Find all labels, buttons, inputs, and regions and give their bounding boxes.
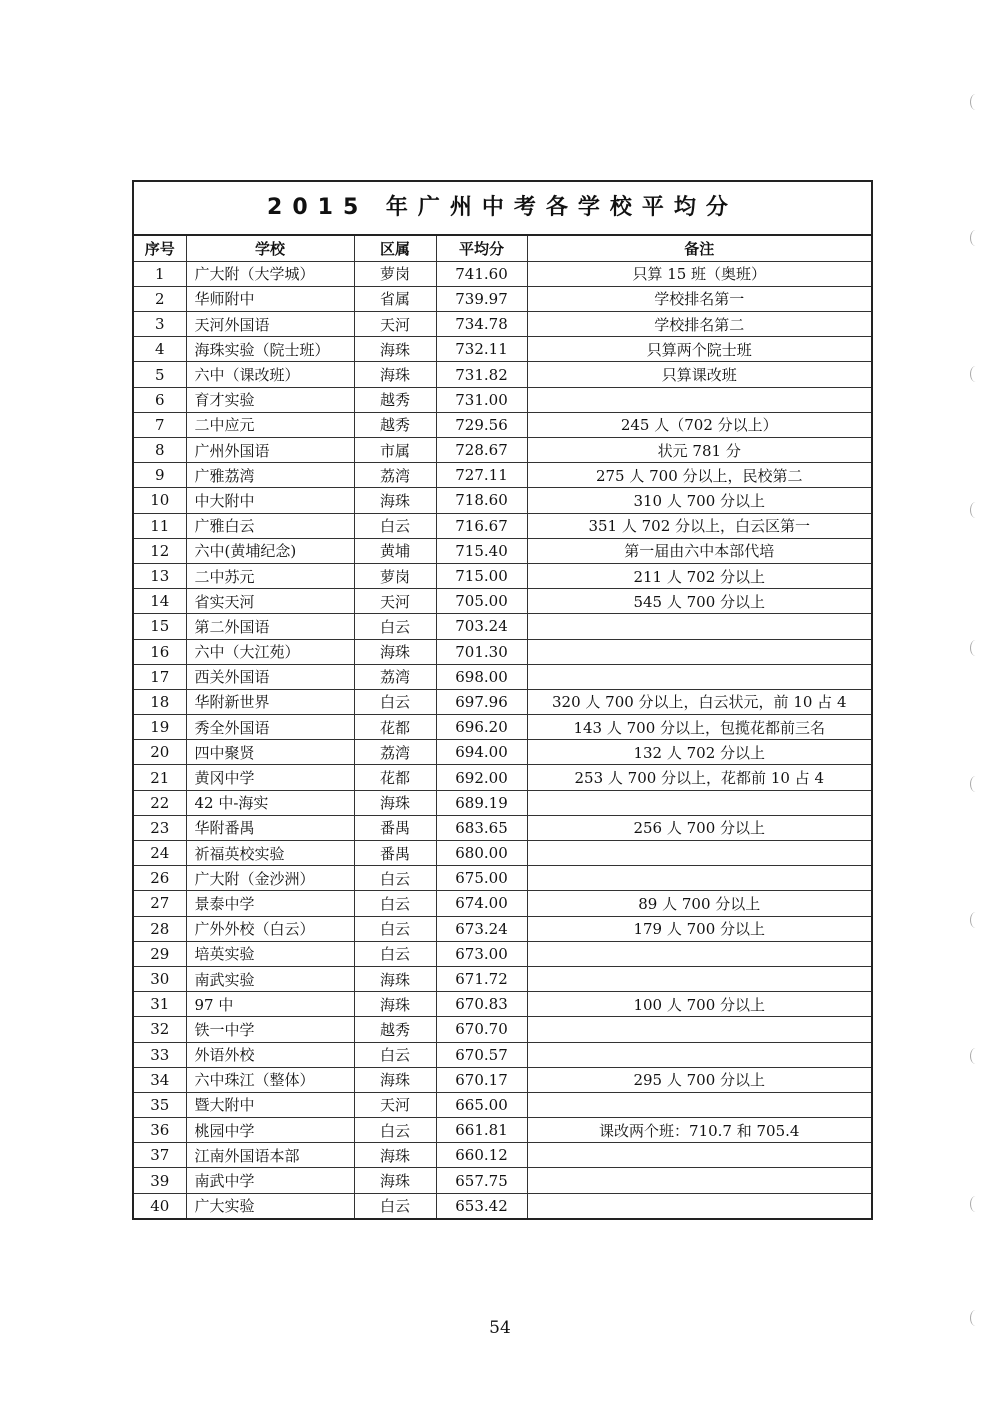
row-average: 741.60 — [436, 261, 527, 286]
row-school: 六中(黄埔纪念) — [186, 538, 354, 563]
row-school: 秀全外国语 — [186, 715, 354, 740]
row-average: 671.72 — [436, 966, 527, 991]
row-average: 715.00 — [436, 563, 527, 588]
row-remarks — [527, 1168, 871, 1193]
row-district: 越秀 — [354, 412, 436, 437]
table-row — [134, 1017, 871, 1042]
row-index: 34 — [134, 1067, 186, 1092]
row-average: 689.19 — [436, 790, 527, 815]
table-row — [134, 715, 871, 740]
row-school: 42 中-海实 — [186, 790, 354, 815]
row-school: 97 中 — [186, 992, 354, 1017]
row-school: 六中（大江苑） — [186, 639, 354, 664]
table-row — [134, 1067, 871, 1092]
row-average: 696.20 — [436, 715, 527, 740]
row-index: 3 — [134, 312, 186, 337]
table-row — [134, 1143, 871, 1168]
row-remarks: 学校排名第一 — [527, 286, 871, 311]
binder-ring-mark — [970, 230, 981, 246]
row-district: 海珠 — [354, 639, 436, 664]
row-district: 越秀 — [354, 1017, 436, 1042]
row-school: 育才实验 — [186, 387, 354, 412]
row-average: 683.65 — [436, 815, 527, 840]
row-remarks: 245 人（702 分以上） — [527, 412, 871, 437]
header-school: 学校 — [186, 236, 354, 261]
row-average: 701.30 — [436, 639, 527, 664]
row-index: 40 — [134, 1193, 186, 1218]
row-school: 二中应元 — [186, 412, 354, 437]
table-row — [134, 1193, 871, 1218]
row-school: 六中珠江（整体） — [186, 1067, 354, 1092]
row-district: 天河 — [354, 589, 436, 614]
row-average: 697.96 — [436, 689, 527, 714]
row-index: 15 — [134, 614, 186, 639]
row-remarks: 275 人 700 分以上，民校第二 — [527, 463, 871, 488]
row-district: 萝岗 — [354, 261, 436, 286]
table-row — [134, 589, 871, 614]
row-remarks — [527, 1042, 871, 1067]
row-average: 703.24 — [436, 614, 527, 639]
row-index: 10 — [134, 488, 186, 513]
row-school: 南武实验 — [186, 966, 354, 991]
row-index: 36 — [134, 1118, 186, 1143]
row-remarks: 295 人 700 分以上 — [527, 1067, 871, 1092]
table-row — [134, 513, 871, 538]
row-school: 培英实验 — [186, 941, 354, 966]
row-remarks: 只算课改班 — [527, 362, 871, 387]
binder-ring-mark — [970, 640, 981, 656]
row-remarks: 310 人 700 分以上 — [527, 488, 871, 513]
table-row — [134, 992, 871, 1017]
row-remarks — [527, 790, 871, 815]
page-number: 54 — [489, 1318, 511, 1338]
row-remarks — [527, 966, 871, 991]
row-school: 第二外国语 — [186, 614, 354, 639]
table-row — [134, 966, 871, 991]
row-index: 5 — [134, 362, 186, 387]
row-district: 天河 — [354, 1092, 436, 1117]
row-average: 653.42 — [436, 1193, 527, 1218]
row-district: 白云 — [354, 891, 436, 916]
row-district: 白云 — [354, 513, 436, 538]
row-school: 广州外国语 — [186, 438, 354, 463]
table-row — [134, 488, 871, 513]
row-index: 24 — [134, 841, 186, 866]
row-index: 11 — [134, 513, 186, 538]
row-district: 市属 — [354, 438, 436, 463]
row-average: 739.97 — [436, 286, 527, 311]
row-district: 荔湾 — [354, 740, 436, 765]
row-district: 海珠 — [354, 1143, 436, 1168]
row-district: 白云 — [354, 1193, 436, 1218]
table-row — [134, 463, 871, 488]
row-average: 694.00 — [436, 740, 527, 765]
row-index: 1 — [134, 261, 186, 286]
table-row — [134, 841, 871, 866]
row-remarks: 课改两个班：710.7 和 705.4 — [527, 1118, 871, 1143]
table-row — [134, 563, 871, 588]
row-average: 660.12 — [436, 1143, 527, 1168]
row-remarks: 179 人 700 分以上 — [527, 916, 871, 941]
table-row — [134, 740, 871, 765]
row-district: 海珠 — [354, 966, 436, 991]
row-district: 白云 — [354, 866, 436, 891]
row-index: 31 — [134, 992, 186, 1017]
row-school: 海珠实验（院士班） — [186, 337, 354, 362]
row-remarks: 只算 15 班（奥班） — [527, 261, 871, 286]
row-remarks: 89 人 700 分以上 — [527, 891, 871, 916]
table-row — [134, 438, 871, 463]
score-table — [134, 236, 871, 1218]
row-index: 12 — [134, 538, 186, 563]
row-school: 祈福英校实验 — [186, 841, 354, 866]
row-remarks — [527, 1143, 871, 1168]
row-district: 海珠 — [354, 1168, 436, 1193]
row-district: 白云 — [354, 1042, 436, 1067]
row-remarks — [527, 1193, 871, 1218]
row-index: 21 — [134, 765, 186, 790]
row-district: 海珠 — [354, 488, 436, 513]
row-index: 13 — [134, 563, 186, 588]
row-index: 8 — [134, 438, 186, 463]
row-average: 670.17 — [436, 1067, 527, 1092]
row-remarks — [527, 387, 871, 412]
row-remarks — [527, 941, 871, 966]
table-row — [134, 866, 871, 891]
row-school: 省实天河 — [186, 589, 354, 614]
row-remarks — [527, 1092, 871, 1117]
row-index: 37 — [134, 1143, 186, 1168]
row-average: 661.81 — [436, 1118, 527, 1143]
row-district: 海珠 — [354, 337, 436, 362]
row-remarks — [527, 866, 871, 891]
row-average: 657.75 — [436, 1168, 527, 1193]
row-district: 花都 — [354, 765, 436, 790]
row-average: 674.00 — [436, 891, 527, 916]
row-average: 670.83 — [436, 992, 527, 1017]
row-index: 17 — [134, 664, 186, 689]
row-average: 673.00 — [436, 941, 527, 966]
row-index: 16 — [134, 639, 186, 664]
score-table-container — [132, 180, 873, 1220]
row-average: 729.56 — [436, 412, 527, 437]
row-school: 二中苏元 — [186, 563, 354, 588]
table-row — [134, 1092, 871, 1117]
row-remarks: 253 人 700 分以上，花都前 10 占 4 — [527, 765, 871, 790]
row-average: 692.00 — [436, 765, 527, 790]
table-row — [134, 1042, 871, 1067]
row-average: 665.00 — [436, 1092, 527, 1117]
row-average: 727.11 — [436, 463, 527, 488]
row-remarks: 351 人 702 分以上，白云区第一 — [527, 513, 871, 538]
row-district: 白云 — [354, 941, 436, 966]
table-row — [134, 387, 871, 412]
header-remarks: 备注 — [527, 236, 871, 261]
row-average: 731.00 — [436, 387, 527, 412]
row-index: 33 — [134, 1042, 186, 1067]
row-district: 白云 — [354, 1118, 436, 1143]
row-remarks — [527, 639, 871, 664]
row-average: 673.24 — [436, 916, 527, 941]
row-school: 广大附（金沙洲） — [186, 866, 354, 891]
table-row — [134, 664, 871, 689]
row-school: 西关外国语 — [186, 664, 354, 689]
row-remarks — [527, 1017, 871, 1042]
binder-ring-mark — [970, 776, 981, 792]
table-row — [134, 815, 871, 840]
row-average: 698.00 — [436, 664, 527, 689]
table-row — [134, 412, 871, 437]
row-average: 718.60 — [436, 488, 527, 513]
row-remarks: 143 人 700 分以上，包揽花都前三名 — [527, 715, 871, 740]
table-row — [134, 639, 871, 664]
row-index: 9 — [134, 463, 186, 488]
row-average: 731.82 — [436, 362, 527, 387]
row-school: 广雅白云 — [186, 513, 354, 538]
row-average: 732.11 — [436, 337, 527, 362]
row-school: 暨大附中 — [186, 1092, 354, 1117]
table-row — [134, 614, 871, 639]
row-remarks: 100 人 700 分以上 — [527, 992, 871, 1017]
row-school: 四中聚贤 — [186, 740, 354, 765]
row-index: 2 — [134, 286, 186, 311]
row-school: 广大附（大学城） — [186, 261, 354, 286]
row-district: 白云 — [354, 614, 436, 639]
row-remarks — [527, 841, 871, 866]
row-remarks: 256 人 700 分以上 — [527, 815, 871, 840]
header-index: 序号 — [134, 236, 186, 261]
row-remarks: 学校排名第二 — [527, 312, 871, 337]
row-district: 黄埔 — [354, 538, 436, 563]
header-row — [134, 236, 871, 261]
row-index: 35 — [134, 1092, 186, 1117]
binder-ring-mark — [970, 912, 981, 928]
row-remarks: 132 人 702 分以上 — [527, 740, 871, 765]
row-average: 670.57 — [436, 1042, 527, 1067]
table-row — [134, 689, 871, 714]
row-district: 海珠 — [354, 992, 436, 1017]
row-district: 荔湾 — [354, 664, 436, 689]
row-average: 670.70 — [436, 1017, 527, 1042]
row-average: 716.67 — [436, 513, 527, 538]
row-remarks — [527, 614, 871, 639]
row-index: 22 — [134, 790, 186, 815]
row-school: 江南外国语本部 — [186, 1143, 354, 1168]
row-index: 7 — [134, 412, 186, 437]
binder-ring-mark — [970, 502, 981, 518]
table-row — [134, 286, 871, 311]
row-school: 华附番禺 — [186, 815, 354, 840]
row-school: 广雅荔湾 — [186, 463, 354, 488]
row-index: 30 — [134, 966, 186, 991]
row-index: 39 — [134, 1168, 186, 1193]
row-school: 外语外校 — [186, 1042, 354, 1067]
row-index: 28 — [134, 916, 186, 941]
row-district: 天河 — [354, 312, 436, 337]
table-row — [134, 312, 871, 337]
row-remarks: 状元 781 分 — [527, 438, 871, 463]
table-row — [134, 1118, 871, 1143]
row-school: 南武中学 — [186, 1168, 354, 1193]
row-index: 14 — [134, 589, 186, 614]
row-school: 中大附中 — [186, 488, 354, 513]
row-index: 23 — [134, 815, 186, 840]
row-school: 六中（课改班） — [186, 362, 354, 387]
table-row — [134, 337, 871, 362]
row-index: 32 — [134, 1017, 186, 1042]
row-index: 27 — [134, 891, 186, 916]
table-row — [134, 765, 871, 790]
row-school: 天河外国语 — [186, 312, 354, 337]
row-average: 715.40 — [436, 538, 527, 563]
row-average: 675.00 — [436, 866, 527, 891]
row-district: 萝岗 — [354, 563, 436, 588]
header-average: 平均分 — [436, 236, 527, 261]
row-remarks: 211 人 702 分以上 — [527, 563, 871, 588]
row-remarks: 320 人 700 分以上，白云状元，前 10 占 4 — [527, 689, 871, 714]
table-row — [134, 1168, 871, 1193]
row-school: 铁一中学 — [186, 1017, 354, 1042]
row-index: 29 — [134, 941, 186, 966]
table-row — [134, 261, 871, 286]
table-row — [134, 941, 871, 966]
row-district: 白云 — [354, 916, 436, 941]
row-remarks: 只算两个院士班 — [527, 337, 871, 362]
row-index: 19 — [134, 715, 186, 740]
row-district: 越秀 — [354, 387, 436, 412]
row-school: 景泰中学 — [186, 891, 354, 916]
binder-ring-mark — [970, 94, 981, 110]
row-district: 海珠 — [354, 362, 436, 387]
row-district: 荔湾 — [354, 463, 436, 488]
binder-ring-mark — [970, 1196, 981, 1212]
row-district: 番禺 — [354, 841, 436, 866]
table-row — [134, 362, 871, 387]
table-body — [134, 261, 871, 1218]
row-average: 680.00 — [436, 841, 527, 866]
row-index: 18 — [134, 689, 186, 714]
row-district: 海珠 — [354, 790, 436, 815]
table-title: 2015 年广州中考各学校平均分 — [134, 182, 871, 236]
row-district: 海珠 — [354, 1067, 436, 1092]
row-district: 省属 — [354, 286, 436, 311]
row-school: 华师附中 — [186, 286, 354, 311]
row-district: 白云 — [354, 689, 436, 714]
binder-ring-mark — [970, 366, 981, 382]
table-row — [134, 790, 871, 815]
row-district: 番禺 — [354, 815, 436, 840]
row-district: 花都 — [354, 715, 436, 740]
header-district: 区属 — [354, 236, 436, 261]
row-remarks — [527, 664, 871, 689]
row-remarks: 545 人 700 分以上 — [527, 589, 871, 614]
row-index: 6 — [134, 387, 186, 412]
row-school: 华附新世界 — [186, 689, 354, 714]
table-row — [134, 538, 871, 563]
row-average: 728.67 — [436, 438, 527, 463]
row-school: 桃园中学 — [186, 1118, 354, 1143]
table-row — [134, 891, 871, 916]
row-average: 734.78 — [436, 312, 527, 337]
table-row — [134, 916, 871, 941]
row-index: 20 — [134, 740, 186, 765]
row-average: 705.00 — [436, 589, 527, 614]
row-school: 广外外校（白云） — [186, 916, 354, 941]
row-index: 4 — [134, 337, 186, 362]
binder-ring-mark — [970, 1048, 981, 1064]
row-school: 黄冈中学 — [186, 765, 354, 790]
row-school: 广大实验 — [186, 1193, 354, 1218]
row-remarks: 第一届由六中本部代培 — [527, 538, 871, 563]
row-index: 26 — [134, 866, 186, 891]
